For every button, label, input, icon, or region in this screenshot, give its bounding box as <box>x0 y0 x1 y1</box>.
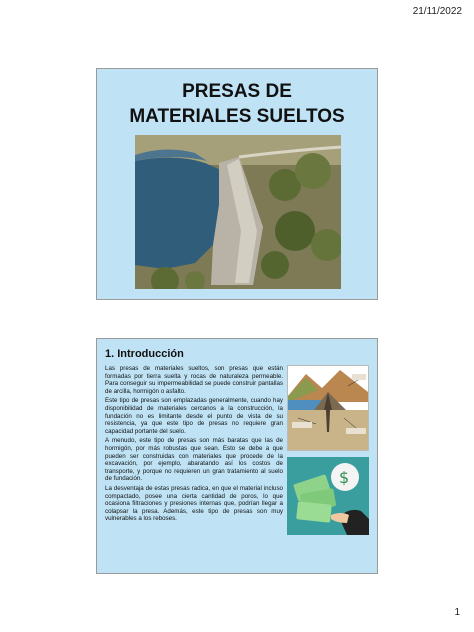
paragraph-1: Las presas de materiales sueltos, son presas que están formadas por tierra suelta y rocas de naturaleza permeable. Para conseguir su impermeabilidad se puede construir pantallas de arcilla, hormigón o asfalto. <box>105 365 283 395</box>
paragraph-3: A menudo, este tipo de presas son más baratas que las de hormigón, por más robustas que sean. Esto se debe a que pueden ser construidas con materiales que procede de la excavación, por ejemplo, abaratando así los costos de transporte, y porque no requieren un gran tratamiento al suelo de fundación. <box>105 437 283 483</box>
slide-introduction <box>96 338 378 574</box>
slide-title <box>97 79 377 129</box>
dam-photo <box>135 135 341 289</box>
page-date: 21/11/2022 <box>412 6 462 17</box>
slide-title-line-2: MATERIALES SUELTOS <box>129 106 345 127</box>
slide-title-page <box>96 68 378 300</box>
dam-cross-section-diagram <box>287 365 369 451</box>
paragraph-2: Este tipo de presas son emplazadas generalmente, cuando hay disponibilidad de materiales cercanos a la construcción, la fundación no es limitante desde el punto de vista de su resistencia, ya que este tipo de presas no requiere gran capacidad portante del suelo. <box>105 397 283 435</box>
paragraph-4: La desventaja de estas presas radica, en que el material incluso compactado, posee una cierta cantidad de poros, lo que ocasiona filtraciones y presiones internas que, podrían llegar a colapsar la presa. Además, este tipo de presas son muy vulnerables a los reboses. <box>105 484 283 523</box>
money-hand-illustration <box>287 457 369 535</box>
slide-title-line-1: PRESAS DE <box>182 81 292 102</box>
page-number: 1 <box>454 607 460 618</box>
svg-text:$: $ <box>339 468 350 487</box>
section-heading: 1. Introducción <box>105 348 184 360</box>
body-text <box>105 365 283 525</box>
